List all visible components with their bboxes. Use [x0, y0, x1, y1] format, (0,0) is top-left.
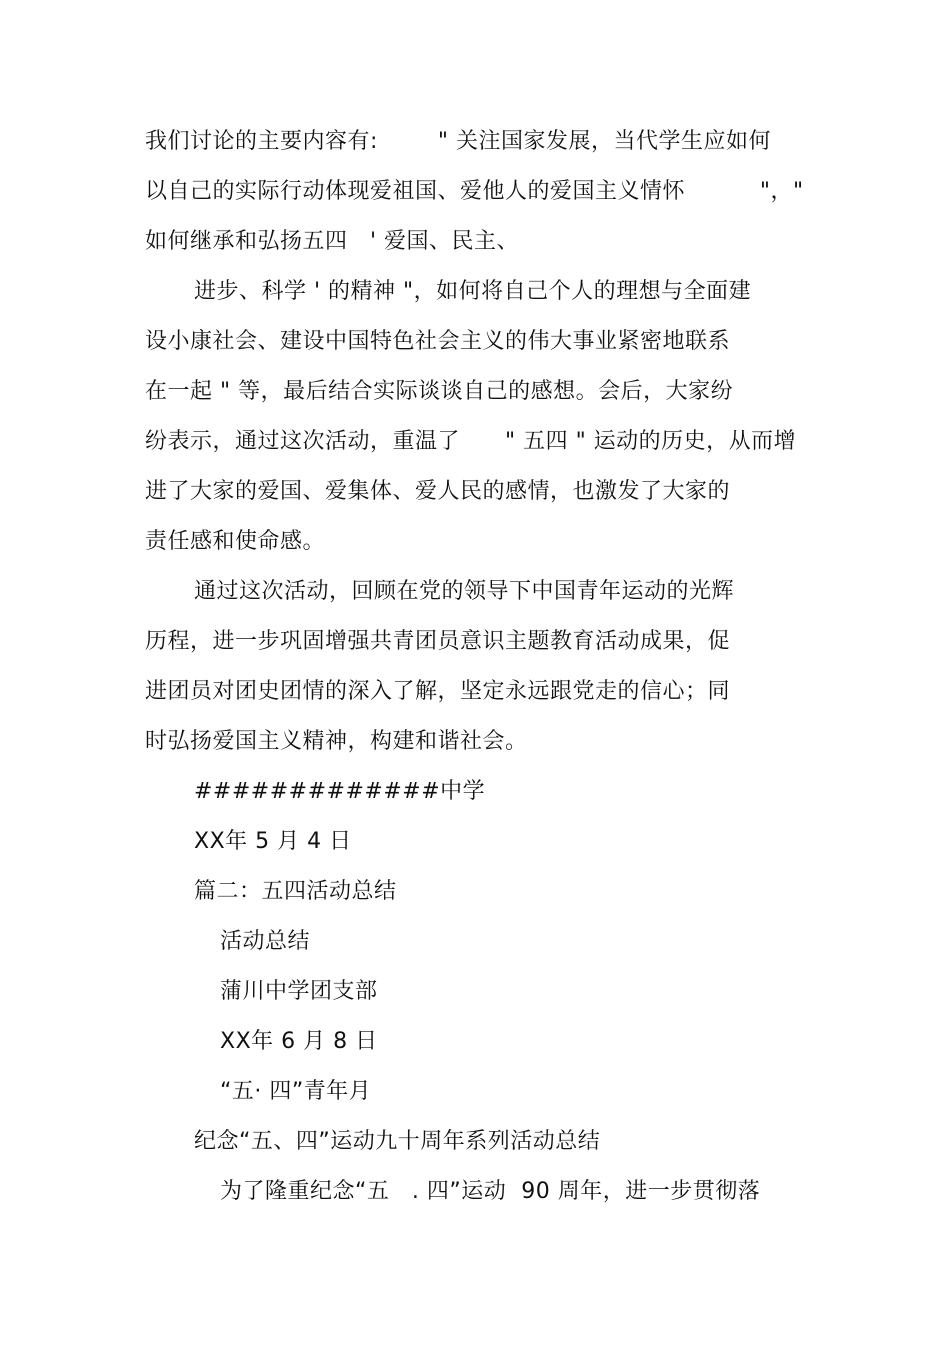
date-line: XX年 5 月 4 日: [194, 829, 352, 854]
organization-name: 蒲川中学团支部: [220, 979, 378, 1004]
school-signature: #############中学: [194, 779, 486, 804]
section-heading: 篇二：五四活动总结: [194, 879, 397, 904]
subtitle-line: 纪念“五、四”运动九十周年系列活动总结: [194, 1129, 601, 1154]
body-text-line: 责任感和使命感。: [145, 529, 326, 554]
body-text-line: 进了大家的爱国、爱集体、爱人民的感情，也激发了大家的: [145, 479, 731, 504]
body-text-line: 通过这次活动，回顾在党的领导下中国青年运动的光辉: [194, 579, 735, 604]
body-text-line: 纷表示，通过这次活动，重温了 " 五四 " 运动的历史，从而增: [145, 429, 797, 454]
body-text-line: 时弘扬爱国主义精神，构建和谐社会。: [145, 729, 528, 754]
body-text-line: 以自己的实际行动体现爱祖国、爱他人的爱国主义情怀 "，": [145, 179, 804, 204]
body-text-line: 如何继承和弘扬五四 ' 爱国、民主、: [145, 229, 520, 254]
date-line: XX年 6 月 8 日: [220, 1029, 378, 1054]
body-text-line: 历程，进一步巩固增强共青团员意识主题教育活动成果，促: [145, 629, 731, 654]
body-text-line: 进团员对团史团情的深入了解，坚定永远跟党走的信心；同: [145, 679, 731, 704]
document-title: 活动总结: [220, 929, 311, 954]
body-text-line: 设小康社会、建设中国特色社会主义的伟大事业紧密地联系: [145, 329, 731, 354]
body-text-line: 我们讨论的主要内容有: " 关注国家发展，当代学生应如何: [145, 129, 771, 154]
body-text-line: 在一起 " 等，最后结合实际谈谈自己的感想。会后，大家纷: [145, 379, 734, 404]
body-text-line: 为了隆重纪念“五 . 四”运动 90 周年，进一步贯彻落: [220, 1179, 761, 1204]
subtitle-line: “五· 四”青年月: [220, 1079, 372, 1104]
body-text-line: 进步、科学 ' 的精神 "，如何将自己个人的理想与全面建: [194, 279, 752, 304]
